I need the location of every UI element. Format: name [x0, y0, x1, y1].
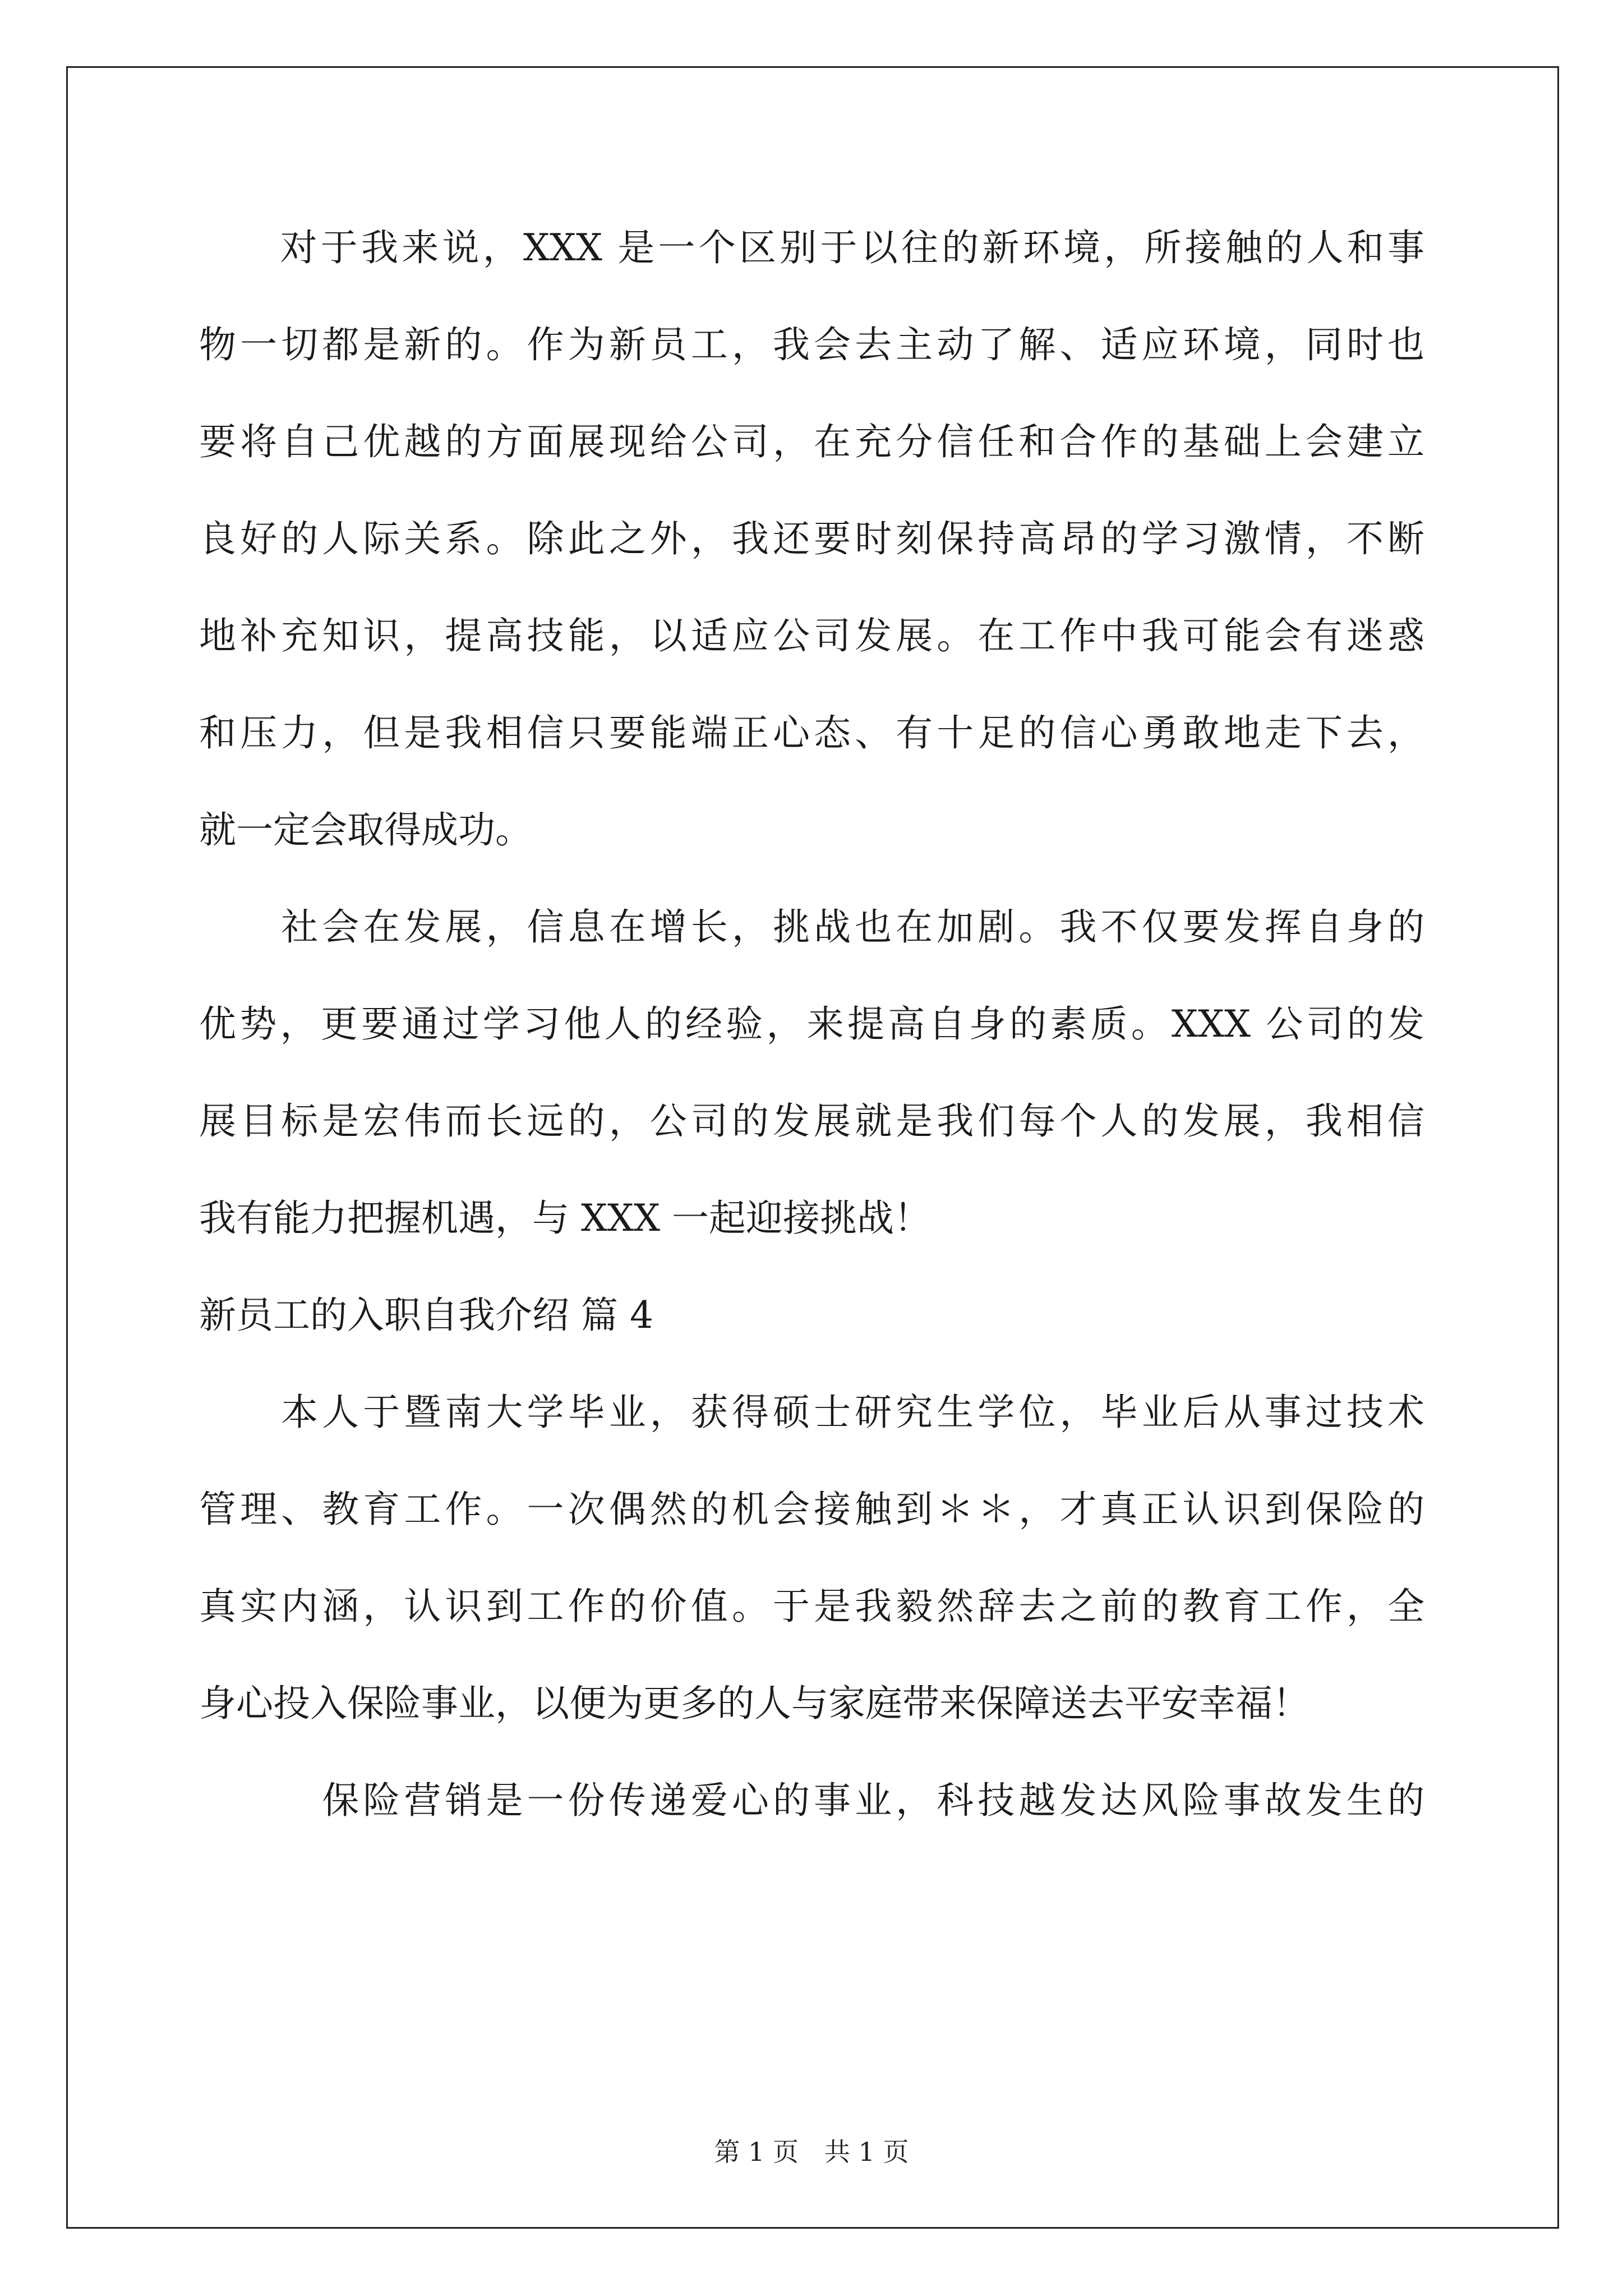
text-line: 优势，更要通过学习他人的经验，来提高自身的素质。XXX 公司的发 — [199, 1002, 1424, 1046]
text-line: 展目标是宏伟而长远的，公司的发展就是我们每个人的发展，我相信 — [199, 1099, 1424, 1143]
text-line: 真实内涵，认识到工作的价值。于是我毅然辞去之前的教育工作，全 — [199, 1585, 1424, 1628]
page-footer: 第 1 页 共 1 页 — [714, 2137, 909, 2167]
document-body — [199, 199, 1424, 1849]
text-line: 就一定会取得成功。 — [199, 808, 532, 852]
text-line: 身心投入保险事业，以便为更多的人与家庭带来保障送去平安幸福！ — [199, 1682, 1310, 1725]
section-heading: 新员工的入职自我介绍 篇 4 — [199, 1294, 653, 1337]
text-line: 要将自己优越的方面展现给公司，在充分信任和合作的基础上会建立 — [199, 420, 1424, 463]
text-line: 对于我来说，XXX 是一个区别于以往的新环境，所接触的人和事 — [199, 226, 1424, 269]
text-line: 地补充知识，提高技能，以适应公司发展。在工作中我可能会有迷惑 — [199, 614, 1424, 657]
text-line: 保险营销是一份传递爱心的事业，科技越发达风险事故发生的 — [199, 1779, 1424, 1822]
text-line: 管理、教育工作。一次偶然的机会接触到＊＊，才真正认识到保险的 — [199, 1488, 1424, 1531]
text-line: 我有能力把握机遇，与 XXX 一起迎接挑战！ — [199, 1197, 931, 1240]
text-line: 社会在发展，信息在增长，挑战也在加剧。我不仅要发挥自身的 — [199, 905, 1424, 949]
text-line: 良好的人际关系。除此之外，我还要时刻保持高昂的学习激情，不断 — [199, 517, 1424, 560]
text-line: 和压力，但是我相信只要能端正心态、有十足的信心勇敢地走下去， — [199, 711, 1424, 754]
text-line: 物一切都是新的。作为新员工，我会去主动了解、适应环境，同时也 — [199, 323, 1424, 366]
text-line: 本人于暨南大学毕业，获得硕士研究生学位，毕业后从事过技术 — [199, 1391, 1424, 1434]
